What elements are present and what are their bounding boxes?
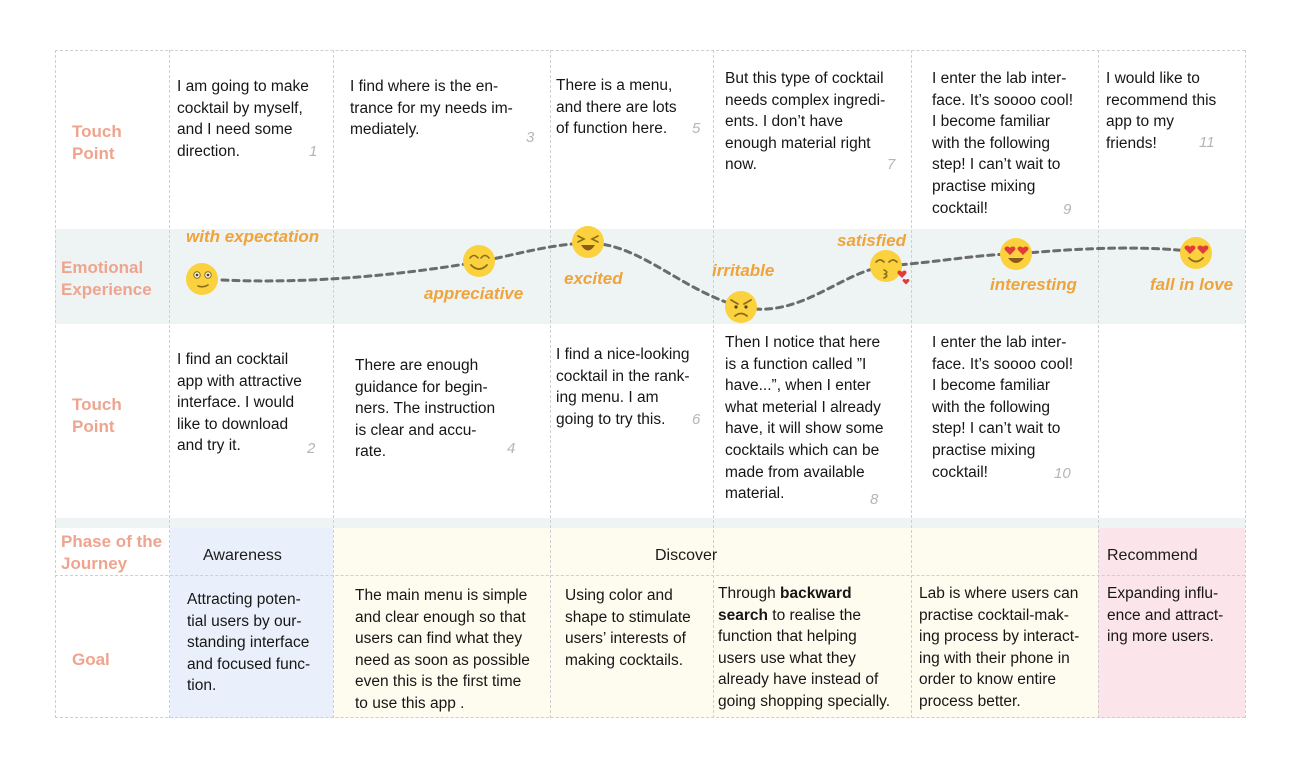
touch-point-9: I enter the lab inter- face. It’s soooo cool! I become familiar with the following step! I can’t wait to practise mixing cocktail! (932, 70, 1074, 217)
touch-point-6: I find a nice-looking cocktail in the rank- ing menu. I am going to try this. (556, 346, 690, 428)
emotion-label-fall-in-love: fall in love (1150, 275, 1234, 294)
row-label-touch-point-top: Touch Point (72, 122, 122, 163)
neutral-face-icon (186, 263, 218, 295)
goal-search-before: Through (718, 585, 781, 602)
heart-eyes-face-icon (1000, 238, 1032, 270)
touch-point-5-number: 5 (692, 120, 701, 137)
goal-discover-lab: Lab is where users can practise cocktail-mak- ing process by interact- ing with their phone in order to know entire process better. (919, 585, 1080, 710)
emotion-label-satisfied: satisfied (837, 231, 906, 250)
goal-discover-search (718, 583, 890, 713)
touch-point-7: But this type of cocktail needs complex ingredi- ents. I don’t have enough material right now. (725, 70, 886, 174)
phase-awareness: Awareness (203, 547, 282, 564)
phase-recommend: Recommend (1107, 547, 1198, 564)
touch-point-8-number: 8 (870, 491, 879, 508)
goal-discover-color: Using color and shape to stimulate users’ interests of making cocktails. (565, 587, 691, 669)
heart-eyes-face-icon (1180, 237, 1212, 269)
touch-point-2: I find an cocktail app with attractive interface. I would like to download and try it. (177, 351, 302, 455)
touch-point-9-number: 9 (1063, 201, 1072, 218)
touch-point-10-number: 10 (1054, 465, 1071, 482)
touch-point-11: I would like to recommend this app to my friends! (1106, 70, 1217, 152)
goal-discover-menu: The main menu is simple and clear enough so that users can find what they need as soon as possible even this is the first time to use this app . (355, 587, 530, 712)
laughing-face-icon (572, 226, 604, 258)
row-label-touch-point-bottom: Touch Point (72, 395, 122, 436)
emotion-label-appreciative: appreciative (424, 284, 524, 303)
touch-point-1: I am going to make cocktail by myself, and I need some direction. (177, 78, 309, 160)
touch-point-6-number: 6 (692, 411, 701, 428)
goal-search-bold: backward search (718, 585, 852, 624)
touch-point-8: Then I notice that here is a function called ”I have...”, when I enter what meterial I already have, it will show some cocktails which can be made from available material. (725, 334, 884, 503)
goal-recommend: Expanding influ- ence and attract- ing more users. (1107, 585, 1224, 646)
touch-point-3-number: 3 (526, 129, 535, 146)
phase-discover: Discover (655, 547, 718, 564)
angry-face-icon (725, 291, 757, 323)
goal-awareness: Attracting poten- tial users by our- standing interface and focused func- tion. (187, 591, 311, 695)
emotion-label-irritable: irritable (712, 261, 775, 280)
touch-point-11-number: 11 (1199, 134, 1215, 151)
smiling-face-icon (463, 245, 495, 277)
touch-point-10: I enter the lab inter- face. It’s soooo cool! I become familiar with the following step! I can’t wait to practise mixing cocktail! (932, 334, 1074, 481)
goal-search-after: to realise the function that helping users use what they already have instead of going shopping specially. (718, 606, 891, 710)
touch-point-5: There is a menu, and there are lots of function here. (556, 77, 677, 138)
emotion-label-interesting: interesting (990, 275, 1077, 294)
touch-point-3: I find where is the en- trance for my needs im- mediately. (350, 78, 513, 139)
row-label-emotional-experience: Emotional Experience (61, 258, 152, 299)
touch-point-7-number: 7 (887, 156, 896, 173)
touch-point-4: There are enough guidance for begin- ners. The instruction is clear and accu- rate. (355, 357, 496, 461)
row-label-phase: Phase of the Journey (61, 532, 163, 573)
row-label-goal: Goal (72, 650, 110, 669)
touch-point-2-number: 2 (307, 440, 316, 457)
touch-point-4-number: 4 (507, 440, 516, 457)
touch-point-1-number: 1 (309, 143, 318, 160)
kissing-face-icon (870, 250, 909, 285)
emotion-label-excited: excited (564, 269, 623, 288)
emotion-label-with-expectation: with expectation (186, 227, 320, 246)
